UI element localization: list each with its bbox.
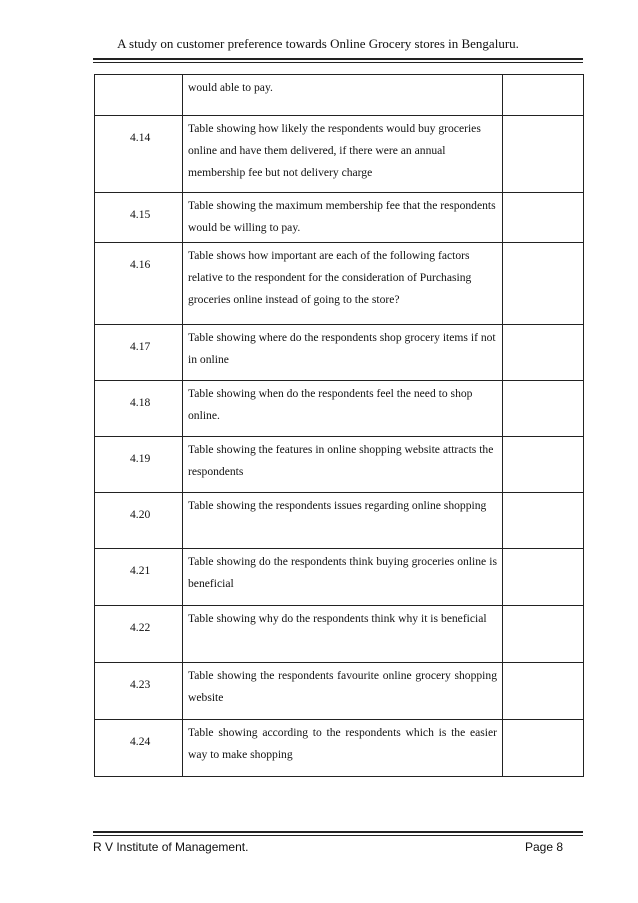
table-row bbox=[95, 325, 584, 381]
list-of-tables bbox=[94, 74, 584, 777]
table-number bbox=[95, 75, 183, 116]
table-number: 4.24 bbox=[95, 720, 183, 777]
table-row bbox=[95, 606, 584, 663]
table-description: Table showing the respondents issues regarding online shopping bbox=[188, 499, 487, 512]
table-description: Table showing when do the respondents feel the need to shop online. bbox=[188, 387, 473, 422]
table-description: Table showing the features in online shopping website attracts the respondents bbox=[188, 443, 494, 478]
table-row bbox=[95, 437, 584, 493]
footer-page-number: Page 8 bbox=[525, 840, 564, 854]
table-row bbox=[95, 193, 584, 243]
table-description: Table showing where do the respondents shop grocery items if not in online bbox=[188, 331, 496, 366]
table-number: 4.18 bbox=[95, 381, 183, 437]
table-description: Table showing according to the respondents which is the easier way to make shopping bbox=[188, 726, 497, 761]
page-number-cell bbox=[503, 606, 584, 663]
table-number: 4.17 bbox=[95, 325, 183, 381]
table-description: Table showing how likely the respondents would buy groceries online and have them delivered, if there were an annual membership fee but not delivery charge bbox=[188, 122, 481, 179]
page-number-cell bbox=[503, 243, 584, 325]
table-row bbox=[95, 720, 584, 777]
page-number-cell bbox=[503, 663, 584, 720]
table-row bbox=[95, 381, 584, 437]
table-description: Table showing the respondents favourite online grocery shopping website bbox=[188, 669, 497, 704]
table-number: 4.21 bbox=[95, 549, 183, 606]
table-description: Table showing do the respondents think buying groceries online is beneficial bbox=[188, 555, 497, 590]
table-description: Table showing the maximum membership fee that the respondents would be willing to pay. bbox=[188, 199, 496, 234]
table-number: 4.16 bbox=[95, 243, 183, 325]
running-header: A study on customer preference towards Online Grocery stores in Bengaluru. bbox=[117, 36, 519, 51]
page-number-cell bbox=[503, 549, 584, 606]
page-number-cell bbox=[503, 493, 584, 549]
page-number-cell bbox=[503, 381, 584, 437]
footer-rule-thick bbox=[93, 831, 583, 833]
header-rule-thick bbox=[93, 58, 583, 60]
table-description: would able to pay. bbox=[188, 81, 273, 94]
table-row bbox=[95, 243, 584, 325]
page-number-cell bbox=[503, 116, 584, 193]
table-number: 4.14 bbox=[95, 116, 183, 193]
table-row bbox=[95, 116, 584, 193]
table-description: Table showing why do the respondents think why it is beneficial bbox=[188, 612, 487, 625]
table-number: 4.20 bbox=[95, 493, 183, 549]
table-row bbox=[95, 549, 584, 606]
table-number: 4.23 bbox=[95, 663, 183, 720]
page-number-cell bbox=[503, 720, 584, 777]
table-number: 4.19 bbox=[95, 437, 183, 493]
footer-rule-thin bbox=[93, 835, 583, 836]
page-number-cell bbox=[503, 325, 584, 381]
table-row bbox=[95, 75, 584, 116]
page-number-cell bbox=[503, 193, 584, 243]
page-number-cell bbox=[503, 75, 584, 116]
table-number: 4.22 bbox=[95, 606, 183, 663]
table-number: 4.15 bbox=[95, 193, 183, 243]
page-number-cell bbox=[503, 437, 584, 493]
table-row bbox=[95, 493, 584, 549]
table-row bbox=[95, 663, 584, 720]
table-description: Table shows how important are each of the following factors relative to the respondent for the consideration of Purchasing groceries online instead of going to the store? bbox=[188, 249, 472, 306]
footer-institute: R V Institute of Management. bbox=[93, 840, 249, 854]
header-rule-thin bbox=[93, 62, 583, 63]
